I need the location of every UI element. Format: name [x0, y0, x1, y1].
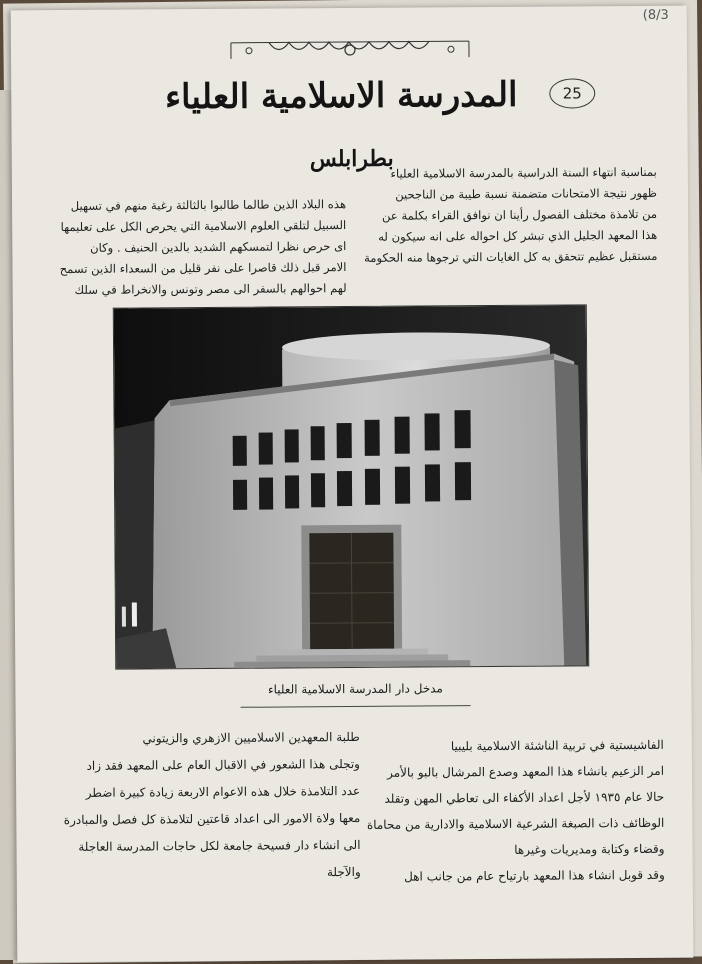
text-line: هذا المعهد الجليل الذي تبشر كل احواله على انه سيكون له [378, 227, 658, 244]
corner-number: (8/3 [642, 7, 669, 23]
text-line: هذه البلاد الذين طالما طالبوا بالثالثة رغبة منهم في تسهيل [70, 197, 347, 213]
caption-divider [241, 705, 471, 708]
text-line: وقضاء وكتابة ومديريات وغيرها [514, 841, 665, 857]
page-number: 25 [562, 84, 582, 103]
text-line: من تلامذة مختلف الفصول رأينا ان نوافق القراء بكلمة عن [381, 206, 658, 223]
text-line: الى انشاء دار فسيحة جامعة لكل حاجات المدرسة العاجلة [78, 837, 361, 854]
body-column-right [352, 732, 665, 890]
magazine-page [11, 6, 694, 963]
school-entrance-photo-icon [114, 305, 589, 668]
ornament-header-icon [229, 37, 471, 61]
building-photo [113, 304, 590, 669]
text-line: معها ولاة الامور الى اعداد قاعتين لتلامذة كل فصل والمبادرة [63, 810, 361, 828]
text-line: عدد التلامذة خلال هذه الاعوام الاربعة زيادة كبيرة اضطر [85, 783, 361, 800]
text-line: السبيل لتلقي العلوم الاسلامية التي يحرص الكل على تعليمها [60, 218, 347, 235]
text-line: مستقبل عظيم تتحقق به كل الغايات التي ترجوها منه الحكومة [363, 248, 658, 265]
text-line: وتجلى هذا الشعور في الاقبال العام على المعهد فقد زاد [86, 756, 361, 773]
article-title: المدرسة الاسلامية العلياء [164, 74, 518, 118]
text-line: حالا عام ١٩٣٥ لأجل اعداد الأكفاء الى تعاطي المهن وتقلد [384, 789, 665, 806]
text-line: وقد قوبل انشاء هذا المعهد بارتياح عام من جانب اهل [404, 867, 665, 884]
text-line: الامر قبل ذلك قاصرا على نفر قليل من السعداء الذين تسمح [59, 260, 347, 277]
page-number-badge [549, 78, 595, 108]
text-line: الوظائف ذات الصبغة الشرعية الاسلامية والادارية من محاماة [366, 815, 665, 832]
text-line: والآجلة [326, 864, 361, 880]
text-line: لهم احوالهم بالسفر الى مصر وتونس والانخراط في سلك [74, 281, 347, 297]
text-line: الفاشيستية في تربية الناشئة الاسلامية بليبيا [450, 737, 664, 754]
text-line: طلبة المعهدين الاسلاميين الازهري والزيتوني [142, 729, 360, 746]
text-line: اى حرص نظرا لتمسكهم الشديد بالدين الحنيف . وكان [90, 239, 347, 255]
intro-column-left [46, 194, 347, 301]
article-subtitle: بطرابلس [309, 145, 394, 173]
body-column-left [44, 724, 361, 888]
photo-caption: مدخل دار المدرسة الاسلامية العلياء [267, 681, 443, 697]
text-line: امر الزعيم بانشاء هذا المعهد وصدع المرشال بالبو بالأمر [387, 763, 665, 780]
text-line: ظهور نتيجة الامتحانات متضمنة نسبة طيبة من الناجحين [395, 185, 658, 202]
intro-column-right [357, 162, 658, 269]
text-line: بمناسبة انتهاء السنة الدراسية بالمدرسة الاسلامية العلياء [390, 164, 657, 181]
